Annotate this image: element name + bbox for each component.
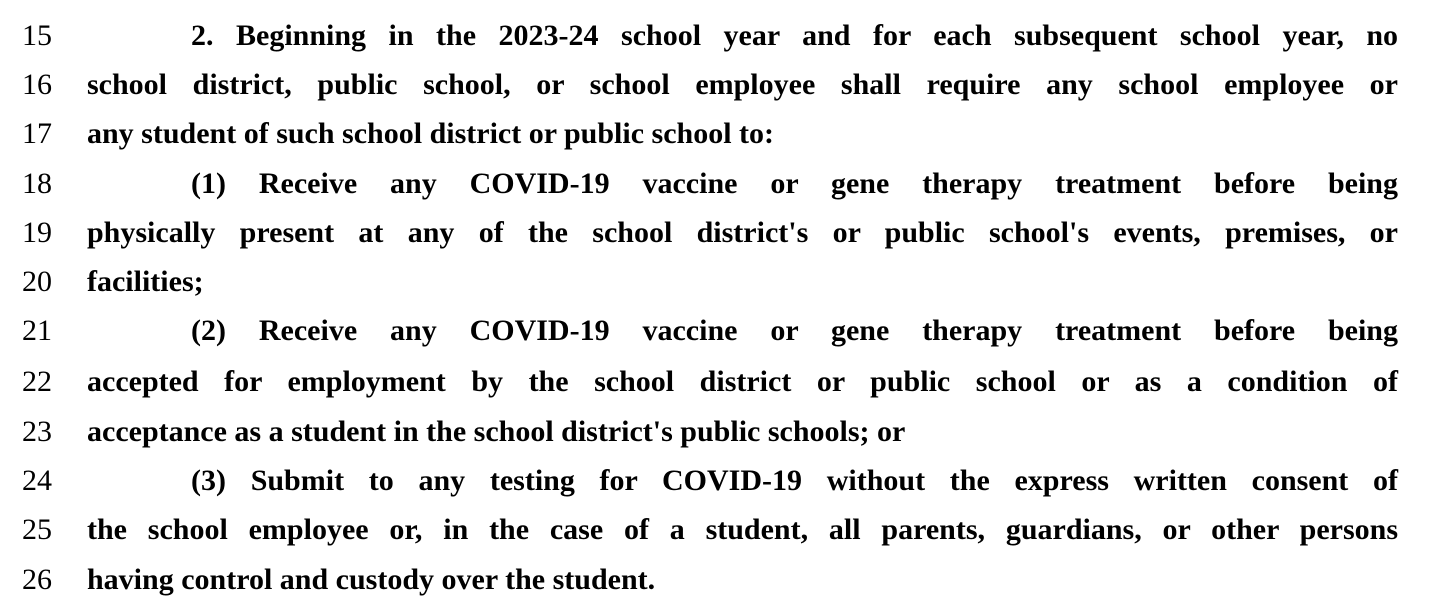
document-line <box>0 257 1456 306</box>
document-line <box>0 159 1456 208</box>
line-number: 18 <box>22 167 52 200</box>
document-line <box>0 357 1456 406</box>
document-line <box>0 11 1456 60</box>
document-line <box>0 407 1456 456</box>
line-number: 22 <box>22 365 52 398</box>
line-text: facilities; <box>87 265 204 298</box>
line-text: any student of such school district or public school to: <box>87 117 775 150</box>
line-text: (2) Receive any COVID-19 vaccine or gene therapy treatment before being <box>191 314 1398 347</box>
document-line <box>0 60 1456 109</box>
line-number: 24 <box>22 464 52 497</box>
line-text: acceptance as a student in the school district's public schools; or <box>87 415 906 448</box>
line-number: 19 <box>22 216 52 249</box>
document-line <box>0 109 1456 158</box>
line-number: 25 <box>22 513 52 546</box>
line-number: 23 <box>22 415 52 448</box>
document-line <box>0 208 1456 257</box>
line-number: 15 <box>22 19 52 52</box>
line-text: 2. Beginning in the 2023-24 school year and for each subsequent school year, no <box>191 19 1398 52</box>
line-text: physically present at any of the school district's or public school's events, premises, or <box>87 216 1398 249</box>
line-text: having control and custody over the student. <box>87 563 656 596</box>
line-text: (1) Receive any COVID-19 vaccine or gene therapy treatment before being <box>191 167 1398 200</box>
line-number: 16 <box>22 68 52 101</box>
line-text: (3) Submit to any testing for COVID-19 without the express written consent of <box>191 464 1398 497</box>
cutoff-previous-line <box>0 0 1456 4</box>
line-text: accepted for employment by the school district or public school or as a condition of <box>87 365 1398 398</box>
line-number: 21 <box>22 314 52 347</box>
document-line <box>0 456 1456 505</box>
line-number: 17 <box>22 117 52 150</box>
line-number: 26 <box>22 563 52 596</box>
document-line <box>0 505 1456 554</box>
line-number: 20 <box>22 265 52 298</box>
document-line <box>0 555 1456 604</box>
document-line <box>0 306 1456 355</box>
line-text: the school employee or, in the case of a student, all parents, guardians, or other persons <box>87 513 1398 546</box>
line-text: school district, public school, or school employee shall require any school employee or <box>87 68 1398 101</box>
